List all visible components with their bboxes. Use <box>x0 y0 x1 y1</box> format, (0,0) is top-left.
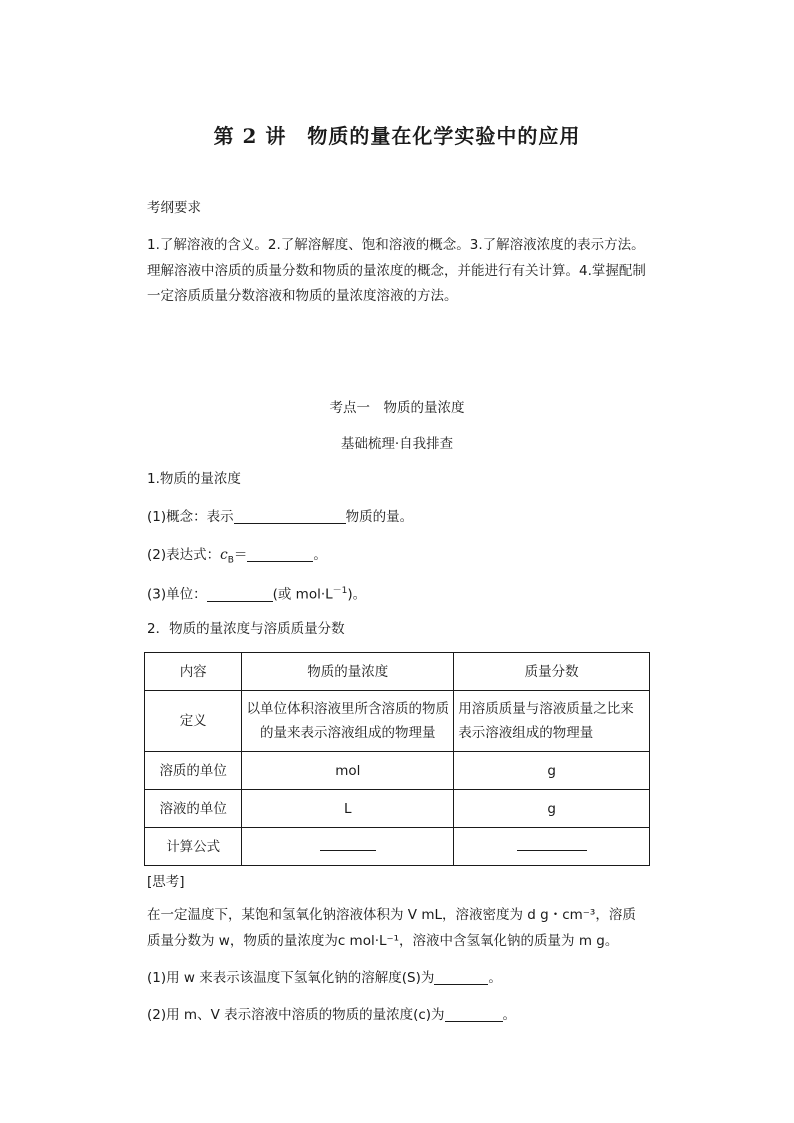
formula-blank[interactable] <box>517 840 587 851</box>
question-2 <box>147 1005 516 1025</box>
table-cell: L <box>242 790 454 828</box>
table-header: 物质的量浓度 <box>242 653 454 691</box>
question-2-end: 。 <box>502 1007 517 1023</box>
formula-blank[interactable] <box>320 840 376 851</box>
expression-line <box>147 545 327 571</box>
table-row <box>145 691 650 752</box>
table-header: 质量分数 <box>454 653 650 691</box>
table-cell: 溶液的单位 <box>145 790 242 828</box>
section-heading: 考点一 物质的量浓度 <box>329 400 465 416</box>
unit-end: )。 <box>347 586 367 603</box>
table-cell: g <box>454 752 650 790</box>
question-2-blank[interactable] <box>445 1007 503 1022</box>
table-cell: 以单位体积溶液里所含溶质的物质的量来表示溶液组成的物理量 <box>242 691 454 752</box>
expression-sub: B <box>227 555 234 566</box>
concept-line <box>147 507 413 527</box>
concept-blank[interactable] <box>234 509 346 524</box>
expression-prefix: (2)表达式： <box>147 547 221 563</box>
table-row <box>145 828 650 866</box>
question-1 <box>147 968 502 988</box>
concept-prefix: (1)概念：表示 <box>147 509 234 525</box>
table-cell: 溶质的单位 <box>145 752 242 790</box>
concept-suffix: 物质的量。 <box>345 509 414 525</box>
unit-sup: －1 <box>332 586 348 596</box>
expression-c: c <box>220 547 228 563</box>
table-cell: 计算公式 <box>145 828 242 866</box>
table-cell: 用溶质质量与溶液质量之比来表示溶液组成的物理量 <box>454 691 650 752</box>
section-subheading: 基础梳理·自我排查 <box>340 436 454 452</box>
unit-suffix: (或 mol·L <box>272 586 333 603</box>
unit-blank[interactable] <box>207 587 273 602</box>
table-header-row <box>145 653 650 691</box>
formula-blank-cell <box>454 828 650 866</box>
question-1-blank[interactable] <box>434 970 488 985</box>
table-cell: 定义 <box>145 691 242 752</box>
unit-prefix: (3)单位： <box>147 586 207 603</box>
expression-suffix: 。 <box>313 547 327 563</box>
table-header: 内容 <box>145 653 242 691</box>
question-1-text: (1)用 w 来表示该温度下氢氧化钠的溶解度(S)为 <box>147 970 435 986</box>
table-cell: mol <box>242 752 454 790</box>
think-paragraph: 在一定温度下，某饱和氢氧化钠溶液体积为 V mL，溶液密度为 d g・cm⁻³，溶质质量分数为 w，物质的量浓度为c mol·L⁻¹，溶液中含氢氧化钠的质量为 m g。 <box>147 907 636 949</box>
formula-blank-cell <box>242 828 454 866</box>
expression-blank[interactable] <box>247 547 313 562</box>
syllabus-text: 1.了解溶液的含义。2.了解溶解度、饱和溶液的概念。3.了解溶液浓度的表示方法。理解溶液中溶质的质量分数和物质的量浓度的概念，并能进行有关计算。4.掌握配制一定溶质质量分数溶液和物质的量浓度溶液的方法。 <box>147 237 646 304</box>
part1-heading: 1.物质的量浓度 <box>147 471 241 487</box>
page-title: 第 2 讲 物质的量在化学实验中的应用 <box>213 124 581 148</box>
part2-heading: 2．物质的量浓度与溶质质量分数 <box>147 621 345 637</box>
question-1-end: 。 <box>488 970 502 986</box>
syllabus-heading: 考纲要求 <box>147 200 201 216</box>
table-row <box>145 752 650 790</box>
question-2-text: (2)用 m、V 表示溶液中溶质的物质的量浓度(c)为 <box>147 1007 445 1023</box>
table-cell: g <box>454 790 650 828</box>
expression-eq: ＝ <box>233 547 248 563</box>
unit-line <box>147 581 366 605</box>
table-row <box>145 790 650 828</box>
think-label: [思考] <box>147 874 185 890</box>
comparison-table <box>144 652 650 866</box>
